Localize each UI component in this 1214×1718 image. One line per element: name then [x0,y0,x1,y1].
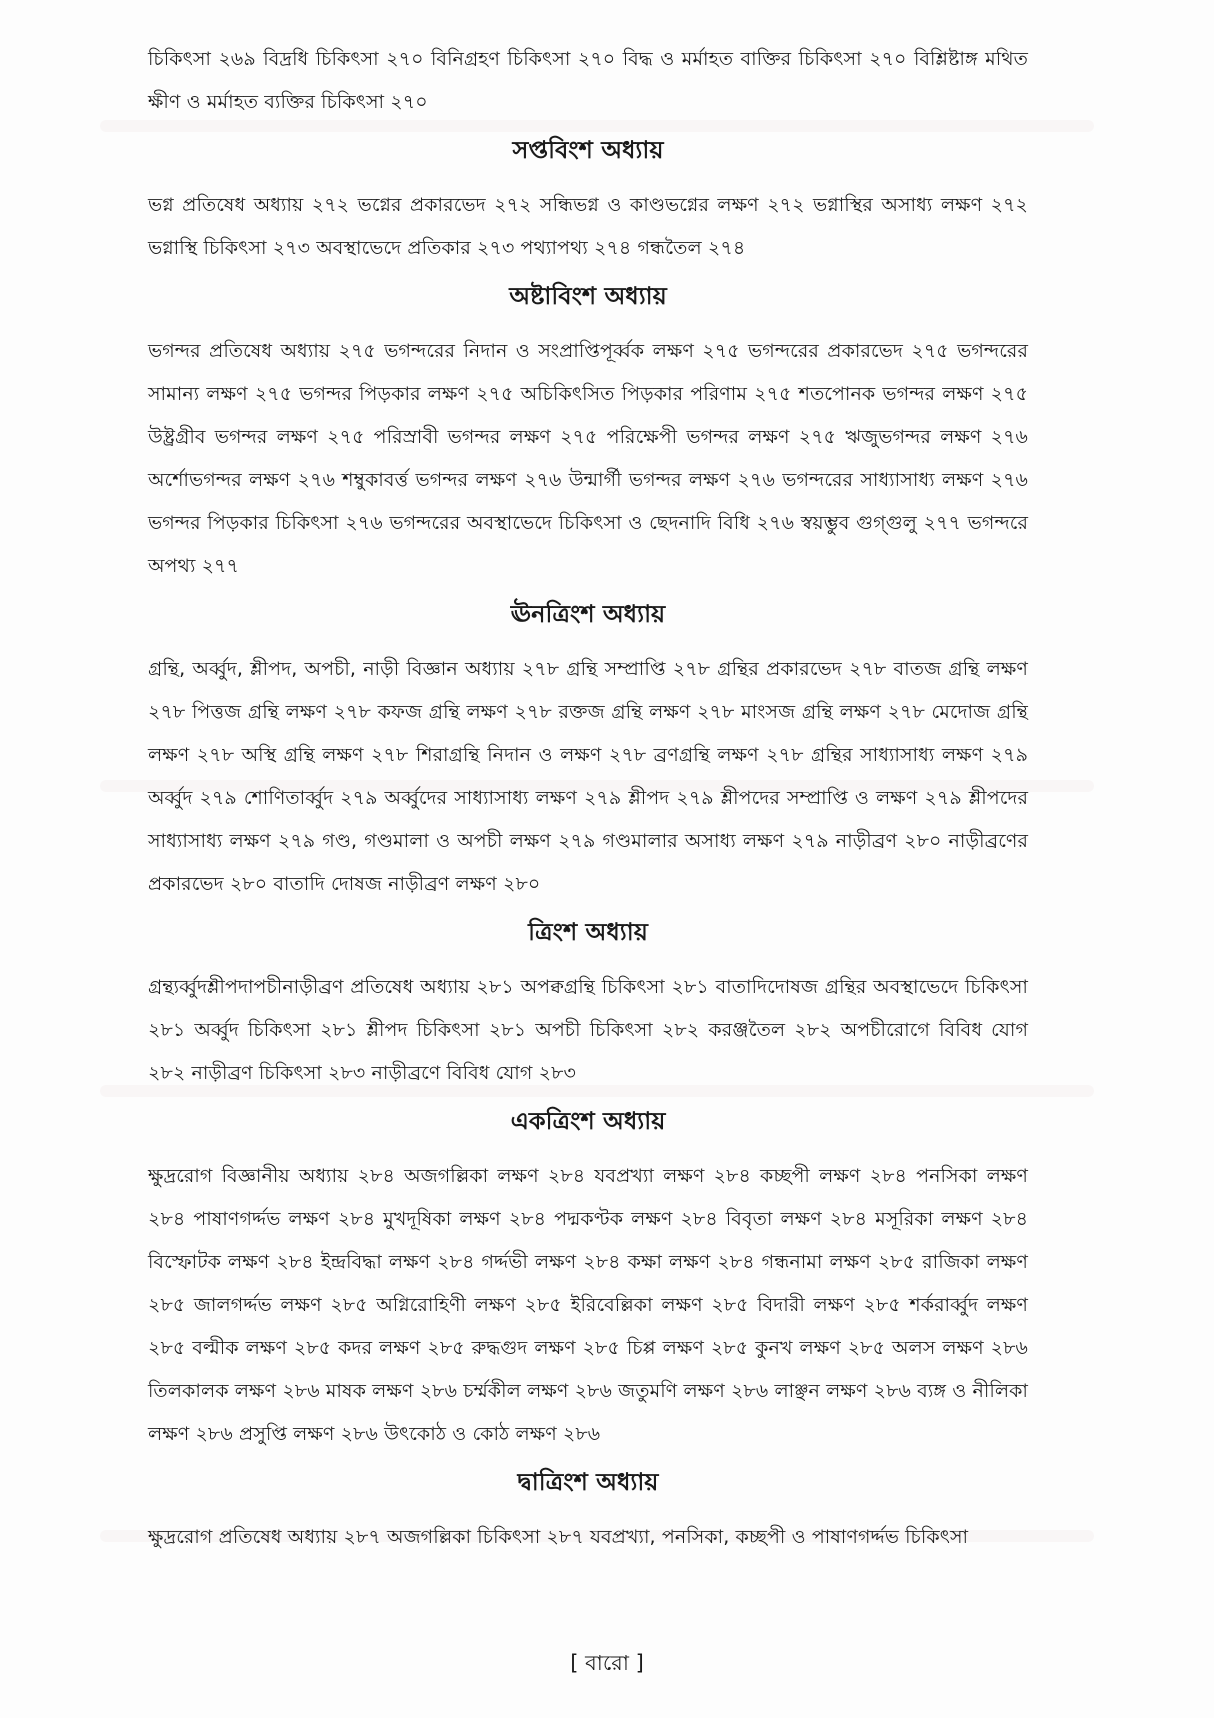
page-number: [ বারো ] [570,1651,644,1675]
toc-paragraph-chapter-27: ভগ্ন প্রতিষেধ অধ্যায় ২৭২ ভগ্নের প্রকারভেদ ২৭২ সন্ধিভগ্ন ও কাণ্ডভগ্নের লক্ষণ ২৭২ ভগ্নাস্থির অসাধ্য লক্ষণ ২৭২ ভগ্নাস্থি চিকিৎসা ২৭৩ অবস্থাভেদে প্রতিকার ২৭৩ পথ্যাপথ্য ২৭৪ গন্ধতৈল ২৭৪ [148,194,1028,259]
toc-paragraph-chapter-32: ক্ষুদ্ররোগ প্রতিষেধ অধ্যায় ২৮৭ অজগল্লিকা চিকিৎসা ২৮৭ যবপ্রখ্যা, পনসিকা, কচ্ছপী ও পাষাণগর্দ্দভ চিকিৎসা [148,1526,969,1548]
chapter-heading-29: ঊনত্রিংশ অধ্যায় [510,600,666,628]
toc-paragraph-chapter-31: ক্ষুদ্ররোগ বিজ্ঞানীয় অধ্যায় ২৮৪ অজগল্লিকা লক্ষণ ২৮৪ যবপ্রখ্যা লক্ষণ ২৮৪ কচ্ছপী লক্ষণ ২৮৪ পনসিকা লক্ষণ ২৮৪ পাষাণগর্দ্দভ লক্ষণ ২৮৪ মুখদূষিকা লক্ষণ ২৮৪ পদ্মকণ্টক লক্ষণ ২৮৪ বিবৃতা লক্ষণ ২৮৪ মসূরিকা লক্ষণ ২৮৪ বিস্ফোটক লক্ষণ ২৮৪ ইন্দ্রবিদ্ধা লক্ষণ ২৮৪ গর্দ্দভী লক্ষণ ২৮৪ কক্ষা লক্ষণ ২৮৪ গন্ধনামা লক্ষণ ২৮৫ রাজিকা লক্ষণ ২৮৫ জালগর্দ্দভ লক্ষণ ২৮৫ অগ্নিরোহিণী লক্ষণ ২৮৫ ইরিবেল্লিকা লক্ষণ ২৮৫ বিদারী লক্ষণ ২৮৫ শর্করার্ব্বুদ লক্ষণ ২৮৫ বল্মীক লক্ষণ ২৮৫ কদর লক্ষণ ২৮৫ রুদ্ধগুদ লক্ষণ ২৮৫ চিপ্প লক্ষণ ২৮৫ কুনখ লক্ষণ ২৮৫ অলস লক্ষণ ২৮৬ তিলকালক লক্ষণ ২৮৬ মাষক লক্ষণ ২৮৬ চর্ম্মকীল লক্ষণ ২৮৬ জতুমণি লক্ষণ ২৮৬ লাঞ্ছন লক্ষণ ২৮৬ ব্যঙ্গ ও নীলিকা লক্ষণ ২৮৬ প্রসুপ্তি লক্ষণ ২৮৬ উৎকোঠ ও কোঠ লক্ষণ ২৮৬ [148,1165,1028,1445]
toc-paragraph-chapter-30: গ্রন্থ্যর্ব্বুদশ্লীপদাপচীনাড়ীব্রণ প্রতিষেধ অধ্যায় ২৮১ অপক্বগ্রন্থি চিকিৎসা ২৮১ বাতাদিদোষজ গ্রন্থির অবস্থাভেদে চিকিৎসা ২৮১ অর্ব্বুদ চিকিৎসা ২৮১ শ্লীপদ চিকিৎসা ২৮১ অপচী চিকিৎসা ২৮২ করঞ্জতৈল ২৮২ অপচীরোগে বিবিধ যোগ ২৮২ নাড়ীব্রণ চিকিৎসা ২৮৩ নাড়ীব্রণে বিবিধ যোগ ২৮৩ [148,976,1028,1084]
chapter-heading-28: অষ্টাবিংশ অধ্যায় [509,282,667,310]
toc-paragraph-chapter-28: ভগন্দর প্রতিষেধ অধ্যায় ২৭৫ ভগন্দরের নিদান ও সংপ্রাপ্তিপূর্ব্বক লক্ষণ ২৭৫ ভগন্দরের প্রকারভেদ ২৭৫ ভগন্দরের সামান্য লক্ষণ ২৭৫ ভগন্দর পিড়কার লক্ষণ ২৭৫ অচিকিৎসিত পিড়কার পরিণাম ২৭৫ শতপোনক ভগন্দর লক্ষণ ২৭৫ উষ্ট্রগ্রীব ভগন্দর লক্ষণ ২৭৫ পরিস্রাবী ভগন্দর লক্ষণ ২৭৫ পরিক্ষেপী ভগন্দর লক্ষণ ২৭৫ ঋজুভগন্দর লক্ষণ ২৭৬ অর্শোভগন্দর লক্ষণ ২৭৬ শম্বুকাবর্ত্ত ভগন্দর লক্ষণ ২৭৬ উন্মার্গী ভগন্দর লক্ষণ ২৭৬ ভগন্দরের সাধ্যাসাধ্য লক্ষণ ২৭৬ ভগন্দর পিড়কার চিকিৎসা ২৭৬ ভগন্দরের অবস্থাভেদে চিকিৎসা ও ছেদনাদি বিধি ২৭৬ স্বয়ম্ভুব গুগ্গুলু ২৭৭ ভগন্দরে অপথ্য ২৭৭ [148,340,1028,577]
table-of-contents-body [148,38,1028,1559]
chapter-heading-30: ত্রিংশ অধ্যায় [528,918,648,946]
chapter-heading-32: দ্বাত্রিংশ অধ্যায় [517,1468,659,1496]
toc-paragraph-chapter-29: গ্রন্থি, অর্ব্বুদ, শ্লীপদ, অপচী, নাড়ী বিজ্ঞান অধ্যায় ২৭৮ গ্রন্থি সম্প্রাপ্তি ২৭৮ গ্রন্থির প্রকারভেদ ২৭৮ বাতজ গ্রন্থি লক্ষণ ২৭৮ পিত্তজ গ্রন্থি লক্ষণ ২৭৮ কফজ গ্রন্থি লক্ষণ ২৭৮ রক্তজ গ্রন্থি লক্ষণ ২৭৮ মাংসজ গ্রন্থি লক্ষণ ২৭৮ মেদোজ গ্রন্থি লক্ষণ ২৭৮ অস্থি গ্রন্থি লক্ষণ ২৭৮ শিরাগ্রন্থি নিদান ও লক্ষণ ২৭৮ ব্রণগ্রন্থি লক্ষণ ২৭৮ গ্রন্থির সাধ্যাসাধ্য লক্ষণ ২৭৯ অর্ব্বুদ ২৭৯ শোণিতার্ব্বুদ ২৭৯ অর্ব্বুদের সাধ্যাসাধ্য লক্ষণ ২৭৯ শ্লীপদ ২৭৯ শ্লীপদের সম্প্রাপ্তি ও লক্ষণ ২৭৯ শ্লীপদের সাধ্যাসাধ্য লক্ষণ ২৭৯ গণ্ড, গণ্ডমালা ও অপচী লক্ষণ ২৭৯ গণ্ডমালার অসাধ্য লক্ষণ ২৭৯ নাড়ীব্রণ ২৮০ নাড়ীব্রণের প্রকারভেদ ২৮০ বাতাদি দোষজ নাড়ীব্রণ লক্ষণ ২৮০ [148,658,1028,895]
chapter-heading-31: একত্রিংশ অধ্যায় [510,1107,666,1135]
chapter-heading-27: সপ্তবিংশ অধ্যায় [512,136,664,164]
toc-paragraph-continuation: চিকিৎসা ২৬৯ বিদ্রধি চিকিৎসা ২৭০ বিনিগ্রহণ চিকিৎসা ২৭০ বিদ্ধ ও মর্মাহত বাক্তির চিকিৎসা ২৭০ বিশ্লিষ্টাঙ্গ মথিত ক্ষীণ ও মর্মাহত ব্যক্তির চিকিৎসা ২৭০ [148,48,1028,113]
